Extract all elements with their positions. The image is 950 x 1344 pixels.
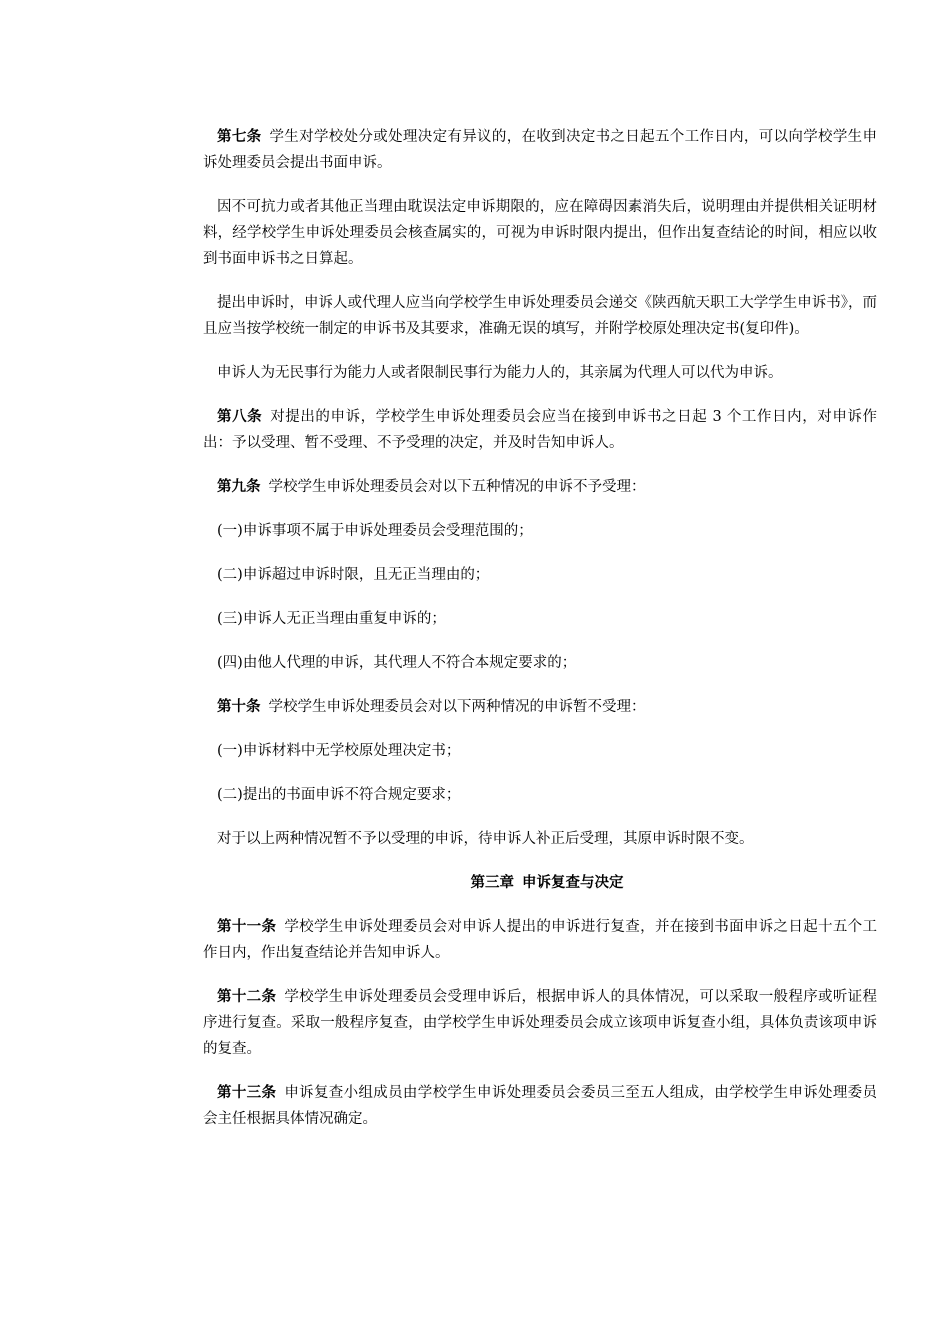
article-13-paragraph <box>203 1080 877 1132</box>
list-item <box>203 518 877 544</box>
article-label: 第八条 <box>217 408 263 425</box>
paragraph-text: 申诉复查小组成员由学校学生申诉处理委员会委员三至五人组成，由学校学生申诉处理委员会主任根据具体情况确定。 <box>203 1085 878 1127</box>
list-item <box>203 650 877 676</box>
paragraph-text: (三)申诉人无正当理由重复申诉的； <box>217 611 446 627</box>
paragraph-text: 申诉人为无民事行为能力人或者限制民事行为能力人的，其亲属为代理人可以代为申诉。 <box>217 365 783 381</box>
article-9-paragraph <box>203 474 877 500</box>
paragraph-text: (二)提出的书面申诉不符合规定要求； <box>217 787 461 803</box>
article-10-paragraph <box>203 694 877 720</box>
article-8-paragraph <box>203 404 877 456</box>
document-page <box>203 124 877 1150</box>
article-11-paragraph <box>203 914 877 966</box>
article-label: 第十一条 <box>217 918 277 935</box>
article-12-paragraph <box>203 984 877 1062</box>
article-label: 第十二条 <box>217 988 277 1005</box>
list-item <box>203 738 877 764</box>
paragraph-text: 对于以上两种情况暂不予以受理的申诉，待申诉人补正后受理，其原申诉时限不变。 <box>217 831 754 847</box>
paragraph-text: 提出申诉时，申诉人或代理人应当向学校学生申诉处理委员会递交《陕西航天职工大学学生申诉书》，而且应当按学校统一制定的申诉书及其要求，准确无误的填写，并附学校原处理决定书(复印件)。 <box>203 295 877 337</box>
chapter-heading <box>203 870 877 896</box>
article-7-paragraph <box>203 124 877 176</box>
list-item <box>203 606 877 632</box>
paragraph-text: (一)申诉材料中无学校原处理决定书； <box>217 743 461 759</box>
paragraph-text: 对提出的申诉，学校学生申诉处理委员会应当在接到申诉书之日起 3 个工作日内，对申诉作出：予以受理、暂不受理、不予受理的决定，并及时告知申诉人。 <box>203 409 877 451</box>
chapter-title: 申诉复查与决定 <box>522 874 624 891</box>
paragraph-text: 学校学生申诉处理委员会对以下两种情况的申诉暂不受理： <box>268 699 646 715</box>
chapter-number: 第三章 <box>470 874 514 891</box>
body-paragraph <box>203 194 877 272</box>
list-item <box>203 782 877 808</box>
article-label: 第九条 <box>217 478 261 495</box>
paragraph-text: 因不可抗力或者其他正当理由耽误法定申诉期限的，应在障碍因素消失后，说明理由并提供相关证明材料，经学校学生申诉处理委员会核查属实的，可视为申诉时限内提出，但作出复查结论的时间，相应以收到书面申诉书之日算起。 <box>203 199 877 267</box>
paragraph-text: (二)申诉超过申诉时限，且无正当理由的； <box>217 567 490 583</box>
list-item <box>203 562 877 588</box>
paragraph-text: 学校学生申诉处理委员会对以下五种情况的申诉不予受理： <box>268 479 646 495</box>
paragraph-text: (一)申诉事项不属于申诉处理委员会受理范围的； <box>217 523 533 539</box>
paragraph-text: 学校学生申诉处理委员会受理申诉后，根据申诉人的具体情况，可以采取一般程序或听证程序进行复查。采取一般程序复查，由学校学生申诉处理委员会成立该项申诉复查小组，具体负责该项申诉的复查。 <box>203 989 878 1057</box>
body-paragraph <box>203 360 877 386</box>
paragraph-text: 学生对学校处分或处理决定有异议的，在收到决定书之日起五个工作日内，可以向学校学生申诉处理委员会提出书面申诉。 <box>203 129 878 171</box>
paragraph-text: (四)由他人代理的申诉，其代理人不符合本规定要求的； <box>217 655 577 671</box>
article-label: 第十条 <box>217 698 261 715</box>
body-paragraph <box>203 290 877 342</box>
paragraph-text: 学校学生申诉处理委员会对申诉人提出的申诉进行复查，并在接到书面申诉之日起十五个工作日内，作出复查结论并告知申诉人。 <box>203 919 878 961</box>
article-label: 第十三条 <box>217 1084 277 1101</box>
body-paragraph <box>203 826 877 852</box>
article-label: 第七条 <box>217 128 262 145</box>
